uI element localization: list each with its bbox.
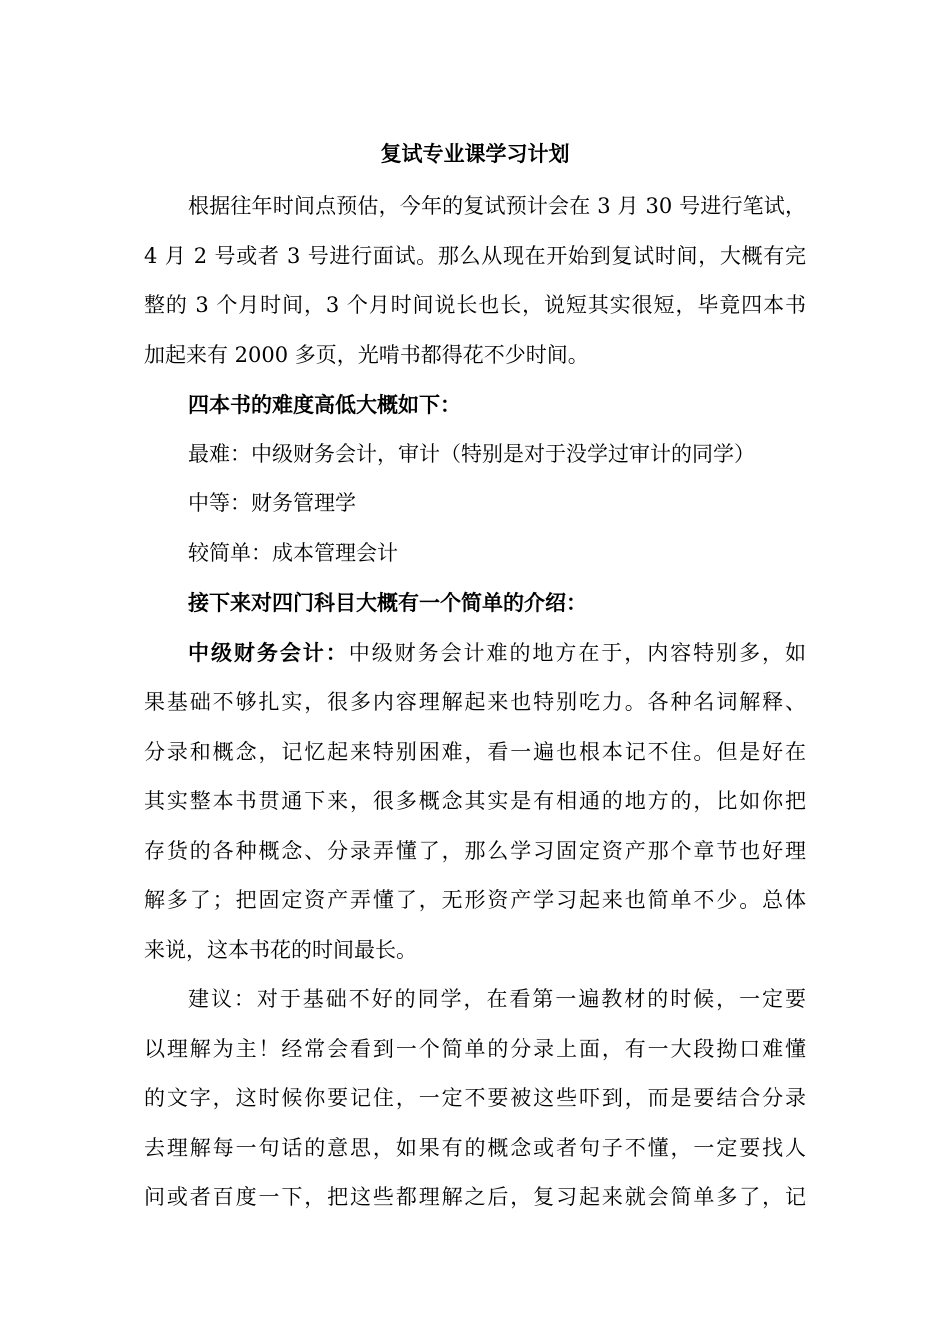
accounting-line: 解多了；把固定资产弄懂了，无形资产学习起来也简单不少。总体	[144, 888, 806, 912]
intro-line: 加起来有 2000 多页，光啃书都得花不少时间。	[144, 342, 589, 367]
difficulty-item-hardest: 最难：中级财务会计，审计（特别是对于没学过审计的同学）	[188, 441, 755, 466]
accounting-line: 其实整本书贯通下来，很多概念其实是有相通的地方的，比如你把	[144, 789, 806, 813]
intro-line: 整的 3 个月时间，3 个月时间说长也长，说短其实很短，毕竟四本书	[144, 293, 806, 317]
accounting-line: 果基础不够扎实，很多内容理解起来也特别吃力。各种名词解释、	[144, 690, 806, 714]
subjects-heading: 接下来对四门科目大概有一个简单的介绍：	[188, 590, 587, 615]
accounting-line: 分录和概念，记忆起来特别困难，看一遍也根本记不住。但是好在	[144, 739, 806, 764]
page-title: 复试专业课学习计划	[380, 141, 570, 166]
advice-line: 建议：对于基础不好的同学，在看第一遍教材的时候，一定要	[188, 987, 806, 1011]
difficulty-item-medium: 中等：财务管理学	[188, 491, 356, 515]
intro-paragraph	[144, 182, 806, 380]
accounting-line: 存货的各种概念、分录弄懂了，那么学习固定资产那个章节也好理	[144, 838, 806, 863]
advice-paragraph	[144, 975, 806, 1223]
intro-line: 根据往年时间点预估，今年的复试预计会在 3 月 30 号进行笔试，	[188, 194, 806, 218]
advice-line: 以理解为主！经常会看到一个简单的分录上面，有一大段拗口难懂	[144, 1036, 806, 1061]
advice-line: 问或者百度一下，把这些都理解之后，复习起来就会简单多了，记	[144, 1185, 806, 1209]
accounting-label: 中级财务会计：	[188, 639, 349, 665]
intro-line: 4 月 2 号或者 3 号进行面试。那么从现在开始到复试时间，大概有完	[144, 243, 806, 268]
accounting-line: 来说，这本书花的时间最长。	[144, 937, 417, 962]
accounting-first-line-text: 中级财务会计难的地方在于，内容特别多，如	[348, 640, 807, 665]
advice-line: 去理解每一句话的意思，如果有的概念或者句子不懂，一定要找人	[144, 1135, 806, 1160]
difficulty-heading: 四本书的难度高低大概如下：	[188, 392, 461, 417]
difficulty-item-easier: 较简单：成本管理会计	[188, 540, 398, 565]
accounting-first-line	[144, 628, 806, 679]
accounting-paragraph	[144, 628, 806, 976]
advice-line: 的文字，这时候你要记住，一定不要被这些吓到，而是要结合分录	[144, 1086, 806, 1110]
document-body	[144, 182, 806, 1223]
